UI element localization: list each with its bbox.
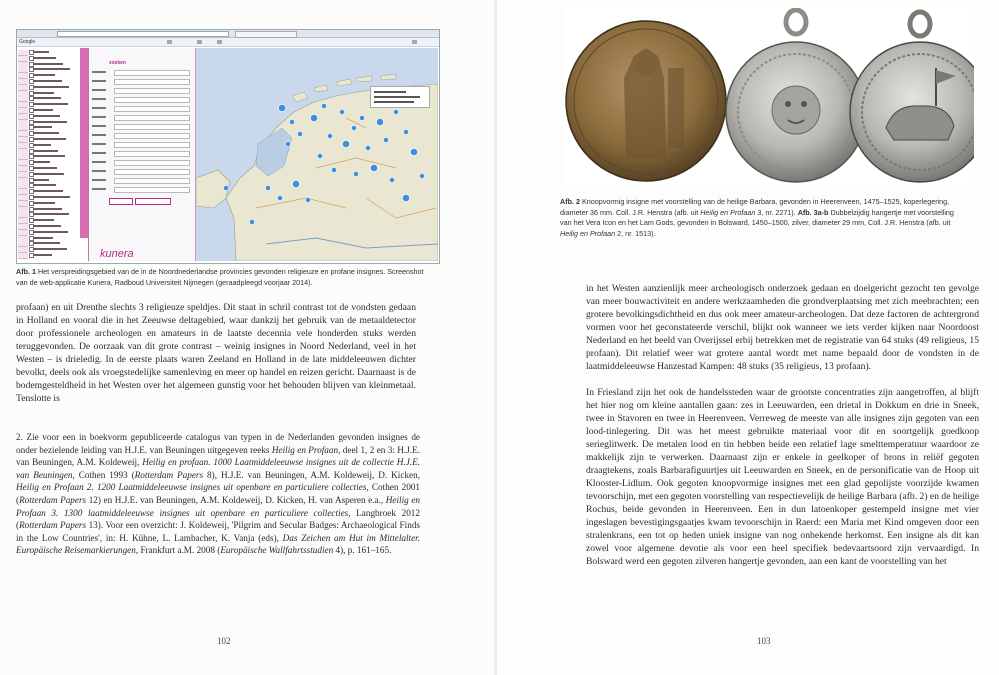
page-number-right: 103 [757,636,771,646]
form-field-row [92,70,192,75]
field-input[interactable] [114,151,190,157]
tree-node-label [33,121,67,123]
tree-node-label [33,51,49,53]
tree-node-label [33,213,69,215]
field-input[interactable] [114,124,190,130]
tree-node[interactable] [29,102,79,106]
field-input[interactable] [114,97,190,103]
reset-search-button[interactable] [135,198,171,205]
caption-text: 2, nr. 1513). [615,228,656,238]
tree-node[interactable] [29,195,79,199]
tree-node[interactable] [29,218,79,222]
browser-title-bar [17,30,439,38]
tree-node-label [33,190,63,192]
form-field-row [92,178,192,183]
find-marker[interactable] [265,185,270,190]
tree-node-label [33,225,61,227]
form-field-row [92,160,192,165]
field-label [92,107,106,109]
tree-node-label [33,80,62,82]
field-input[interactable] [114,187,190,193]
tree-node-label [33,86,69,88]
find-marker[interactable] [297,131,302,136]
tree-node[interactable] [29,108,79,112]
footnote-title: Rotterdam Papers [19,520,87,531]
form-field-row [92,169,192,174]
find-marker[interactable] [289,119,294,124]
tree-node-label [33,150,58,152]
find-marker[interactable] [402,194,409,201]
form-field-row [92,79,192,84]
tree-node-label [33,179,49,181]
tree-node[interactable] [29,96,79,100]
find-marker[interactable] [353,171,358,176]
tree-node-label [33,161,50,163]
tree-node[interactable] [29,114,79,118]
form-field-row [92,187,192,192]
form-field-row [92,124,192,129]
footnote-text: Zie voor een in boekvorm gepubliceerde catalogus van typen in de Nederlanden gevonden insignes de onder bezielende leiding van H.J.E. van Beuningen uitgegeven reeks [16,432,420,455]
legend-line [374,96,420,98]
field-label [92,143,106,145]
find-marker[interactable] [310,114,317,121]
form-field-row [92,115,192,120]
tree-node[interactable] [29,125,79,129]
field-label [92,125,106,127]
tree-node[interactable] [29,247,79,251]
find-marker[interactable] [410,148,417,155]
form-field-row [92,133,192,138]
barbara-tower [668,68,684,148]
tree-node-label [33,144,51,146]
tree-node[interactable] [29,143,79,147]
footnote-text: 13). Voor een overzicht: J. Koldeweij, 'Pilgrim and Secular Badges: Archaeological Finds in the Low Countries', in: H. Kühne, L. Lambacher, K. Vanja (eds), [16,520,420,543]
toolbar-icon[interactable] [167,40,172,44]
tree-node[interactable] [29,201,79,205]
field-label [92,161,106,163]
footnote-title: Europäische Wallfahrtsstudien [220,545,334,556]
caption-text: 3, nr. 2271). [755,207,798,217]
tree-node[interactable] [29,189,79,193]
tree-node[interactable] [29,207,79,211]
page-number-left: 102 [217,636,231,646]
tree-node[interactable] [29,224,79,228]
caption-text: Dubbelzijdig hangertje met voorstelling van het Vera Icon en het Lam Gods, gevonden in Bolsward, 1450–1500, zilver, diameter 29 mm, Coll. J.R. Henstra (afb. uit [560,207,954,227]
tree-node[interactable] [29,91,79,95]
left-body-text [16,301,416,405]
google-search-label[interactable]: Google [19,39,36,45]
tree-node[interactable] [29,67,79,71]
tree-node[interactable] [29,62,79,66]
footnote-text: 12) en H.J.E. van Beuningen, A.M. Koldeweij, D. Kicken, H. van Asperen e.a., [86,494,386,505]
figure-1-caption [16,267,436,288]
field-label [92,170,106,172]
settings-icon[interactable] [412,40,417,44]
find-marker[interactable] [285,141,290,146]
field-label [92,71,106,73]
find-marker[interactable] [342,140,349,147]
tree-node[interactable] [29,154,79,158]
find-marker[interactable] [359,115,364,120]
right-body-text [586,282,979,568]
field-input[interactable] [114,88,190,94]
find-marker[interactable] [419,173,424,178]
tree-node-label [33,248,67,250]
tree-node[interactable] [29,79,79,83]
field-input[interactable] [114,115,190,121]
find-marker[interactable] [223,185,228,190]
footnote-text: , Cothen 2001 ( [16,482,420,505]
footnote-title: Heilig en Profaan 3. 1300 laatmiddeleeuwse insignes uit openbare en particuliere collecties [16,494,420,518]
find-marker[interactable] [249,219,254,224]
field-label [92,98,106,100]
tree-node[interactable] [29,120,79,124]
footnote-text: , Frankfurt a.M. 2008 ( [135,545,221,556]
field-label [92,188,106,190]
form-field-row [92,88,192,93]
barbara-button-badge [566,21,726,181]
field-label [92,152,106,154]
footnote-text: , deel 1, 2 en 3: H.J.E. van Beuningen, A.M. Koldeweij, [16,444,421,468]
footnote-title: Heilig en Profaan 2. 1200 Laatmiddeleeuwse insignes uit openbare en particuliere collecties [16,482,367,493]
paragraph: profaan) en uit Drenthe slechts 3 religieuze speldjes. Dit staat in schril contrast tot de vondsten gedaan in Holland en vooral die in het Zeeuwse deltagebied, waar dankzij het gebruik van de metaaldetector door professionele archeologen en amateurs in de laatste decennia vele honderden stuks werden teruggevonden. De oorzaak van dit grote contrast – weinig insignes in Noord Nederland, veel in het Westen – is drieledig. In de eerste plaats waren Zeeland en Holland in de late middeleeuwen dichter bevolkt, deels ook als vroegstedelijke samenleving en meer op handel en reizen gericht. Daarnaast is de bodemgesteldheid in het Westen over het algemeen gunstig voor het behouden blijven van kleinmetaal. Tenslotte is [16,302,416,404]
field-label [92,80,106,82]
field-input[interactable] [114,160,190,166]
browser-toolbar [17,38,439,47]
field-input[interactable] [114,142,190,148]
form-field-row [92,97,192,102]
search-button[interactable] [109,198,133,205]
tree-node-label [33,237,53,239]
find-marker[interactable] [321,103,326,108]
tree-node-label [33,184,56,186]
kunera-logo: kunera [100,248,134,260]
tree-node-label [33,63,63,65]
footnote-text: 4), p. 161–165. [333,545,392,556]
map-legend-box [370,86,430,108]
figure-2-3-caption [560,197,965,239]
tree-node[interactable] [29,73,79,77]
field-input[interactable] [114,133,190,139]
find-marker[interactable] [370,164,377,171]
tree-node[interactable] [29,172,79,176]
tree-node-label [33,68,70,70]
find-marker[interactable] [305,197,310,202]
find-marker[interactable] [339,109,344,114]
field-label [92,134,106,136]
tree-node-label [33,138,66,140]
tree-node-label [33,196,70,198]
caption-text: Het verspreidingsgebied van de in de Noordnederlandse provincies gevonden religieuze en profane insignes. Screenshot van de web-applicatie Kunera, Radboud Universiteit Nijmegen (geraadpleegd voorjaar 2014). [16,267,424,287]
kunera-screenshot-figure [16,29,440,264]
tree-node[interactable] [29,131,79,135]
tree-node-label [33,219,54,221]
tree-color-strip[interactable] [80,48,88,238]
find-marker[interactable] [403,129,408,134]
tree-node[interactable] [29,137,79,141]
find-marker[interactable] [393,109,398,114]
toolbar-icon[interactable] [217,40,222,44]
form-field-row [92,151,192,156]
tree-node-label [33,155,65,157]
tree-node[interactable] [29,166,79,170]
tree-node-label [33,92,54,94]
tree-node[interactable] [29,236,79,240]
footnote-title: Rotterdam Papers [19,494,87,505]
field-input[interactable] [114,169,190,175]
tree-node-label [33,132,59,134]
tree-node-label [33,57,56,59]
tree-node[interactable] [29,50,79,54]
search-form-panel [89,48,196,261]
find-marker[interactable] [351,125,356,130]
tree-node-label [33,231,68,233]
tree-node-label [33,208,62,210]
tree-node[interactable] [29,160,79,164]
caption-title: Heilig en Profaan [700,207,756,217]
tree-node-label [33,254,52,256]
badges-photograph [564,8,974,190]
legend-line [374,101,414,103]
paragraph: In Friesland zijn het ook de handelssteden waar de grootste concentraties zijn aangetroffen, al blijft het hier nog om kleine aantallen gaan: zes in Leeuwarden, een drietal in Dokkum en drie in Sneek, twee in Stavoren en twee in Heerenveen. Verreweg de meeste van alle insignes zijn gegoten van een lood-tinlegering. Dit was het meest gebruikte materiaal voor dit en soortgelijk goedkoop serieglitwerk. De metalen lood en tin hebben beide een relatief lage smelttemperatuur waardoor ze makkelijk zijn te verwerken. Daarnaast zijn er enkele in geelkoper of brons in reliëf gegoten draagtekens, zoals Barbarafiguurtjes uit Leeuwarden en Sneek, en de personificatie van de Hoop uit Klooster-Lidlum. Ook gegoten knoopvormige insignes met een glad gepolijste voorzijde kwamen tevoorschijn, met een gegoten voorstelling van respectievelijk de heilige Barbara (afb. 2) en de heilige Rochus, beide gevonden in Heerenveen. Een in dun latoenkoper gestempeld insigne met vier ingeslagen bevestigingsgaatjes kwam tevoorschijn in Raerd: een Maria met Kind omgeven door een stralenkrans, een tot op heden uniek insigne van nog onbekende herkomst. Een insigne als dit kan zowel voor algemene devotie als voor een heel specifiek bedevaartsoord zijn vervaardigd. In Bolsward werd een gegoten zilveren hangertje gevonden, aan een kant de voorstelling van het [586,387,979,567]
caption-lead: Afb. 3a-b [797,207,829,217]
legend-line [374,91,406,93]
footnote-text: , Langbroek 2012 ( [16,507,420,531]
caption-lead: Afb. 1 [16,267,36,276]
find-marker[interactable] [365,145,370,150]
footnote-paragraph [16,431,420,557]
field-input[interactable] [114,70,190,76]
left-page [0,0,496,675]
footnote-text: 8), H.J.E. van Beuningen, A.M. Koldeweij, D. Kicken, [203,469,420,480]
footnote-title: Heilig en profaan. 1000 Laatmiddeleeuwse insignes uit de collectie H.J.E. van Beuningen [16,457,421,480]
field-input[interactable] [114,178,190,184]
caption-lead: Afb. 2 [560,197,580,206]
field-input[interactable] [114,106,190,112]
field-label [92,89,106,91]
caption-text: Knoopvormig insigne met voorstelling van de heilige Barbara, gevonden in Heerenveen, 1475–1525, koperlegering, diameter 36 mm. Coll. J.R. Henstra (afb. uit [560,197,950,217]
find-marker[interactable] [277,195,282,200]
tree-node-label [33,167,57,169]
footnote-title: Heilig en Profaan [271,444,339,455]
tree-node[interactable] [29,178,79,182]
tree-node-label [33,74,55,76]
field-label [92,116,106,118]
footnote-2 [16,431,420,557]
lamb-of-god-pendant [850,12,974,182]
tree-year-cell[interactable] [18,253,28,259]
find-marker[interactable] [331,167,336,172]
find-marker[interactable] [376,118,383,125]
tree-node-label [33,109,53,111]
field-label [92,179,106,181]
footnote-number: 2. [16,432,23,442]
form-field-row [92,106,192,111]
tree-node[interactable] [29,85,79,89]
browser-tab[interactable] [235,31,297,38]
find-marker[interactable] [389,177,394,182]
form-field-row [92,142,192,147]
tree-node[interactable] [29,230,79,234]
find-marker[interactable] [327,133,332,138]
paragraph: in het Westen aanzienlijk meer archeologisch onderzoek gedaan en doelgericht gezocht ten gevolge van meer bouwactiviteit en andere werkzaamheden die grondverplaatsing met zich meebrachten; een grotere bevolkingsdichtheid en dus ook meer amateur-archeologen. Dat deze factoren de achtergrond vormen voor het geconstateerde verschil, blijkt ook wanneer we iets verder kijken naar Noordoost Nederland en het beeld van Overijssel erbij betrekken met de registratie van 64 stuks (49 religieus, 15 profaan). Dit relatief weer wat grotere aantal wordt met name bepaald door de vondsten in de laatmiddeleeuwse Hanzestad Kampen: 48 stuks (35 religieus, 13 profaan). [586,283,979,372]
form-title: zoeken [109,60,126,66]
find-marker[interactable] [278,104,285,111]
find-marker[interactable] [317,153,322,158]
distribution-map[interactable] [196,48,438,261]
tree-node[interactable] [29,56,79,60]
typology-tree-panel [18,48,89,261]
tree-node[interactable] [29,241,79,245]
address-bar[interactable] [57,31,229,37]
tree-node-label [33,173,64,175]
tree-node-label [33,242,60,244]
tree-node[interactable] [29,183,79,187]
tree-node-label [33,97,61,99]
tree-node-label [33,202,55,204]
tree-node[interactable] [29,212,79,216]
tree-node[interactable] [29,149,79,153]
find-marker[interactable] [383,137,388,142]
tree-node-label [33,115,60,117]
vera-icon-pendant [726,10,866,182]
caption-title: Heilig en Profaan [560,228,616,238]
tree-node-label [33,126,52,128]
tree-node[interactable] [29,253,79,257]
footnote-title: Rotterdam Papers [134,469,204,480]
field-input[interactable] [114,79,190,85]
find-marker[interactable] [292,180,299,187]
tree-node-label [33,103,68,105]
toolbar-icon[interactable] [197,40,202,44]
footnote-text: , Cothen 1993 ( [72,469,135,480]
footnote-title: Das Zeichen am Hut im Mittelalter. Europäische Reisemarkierungen [16,532,421,556]
